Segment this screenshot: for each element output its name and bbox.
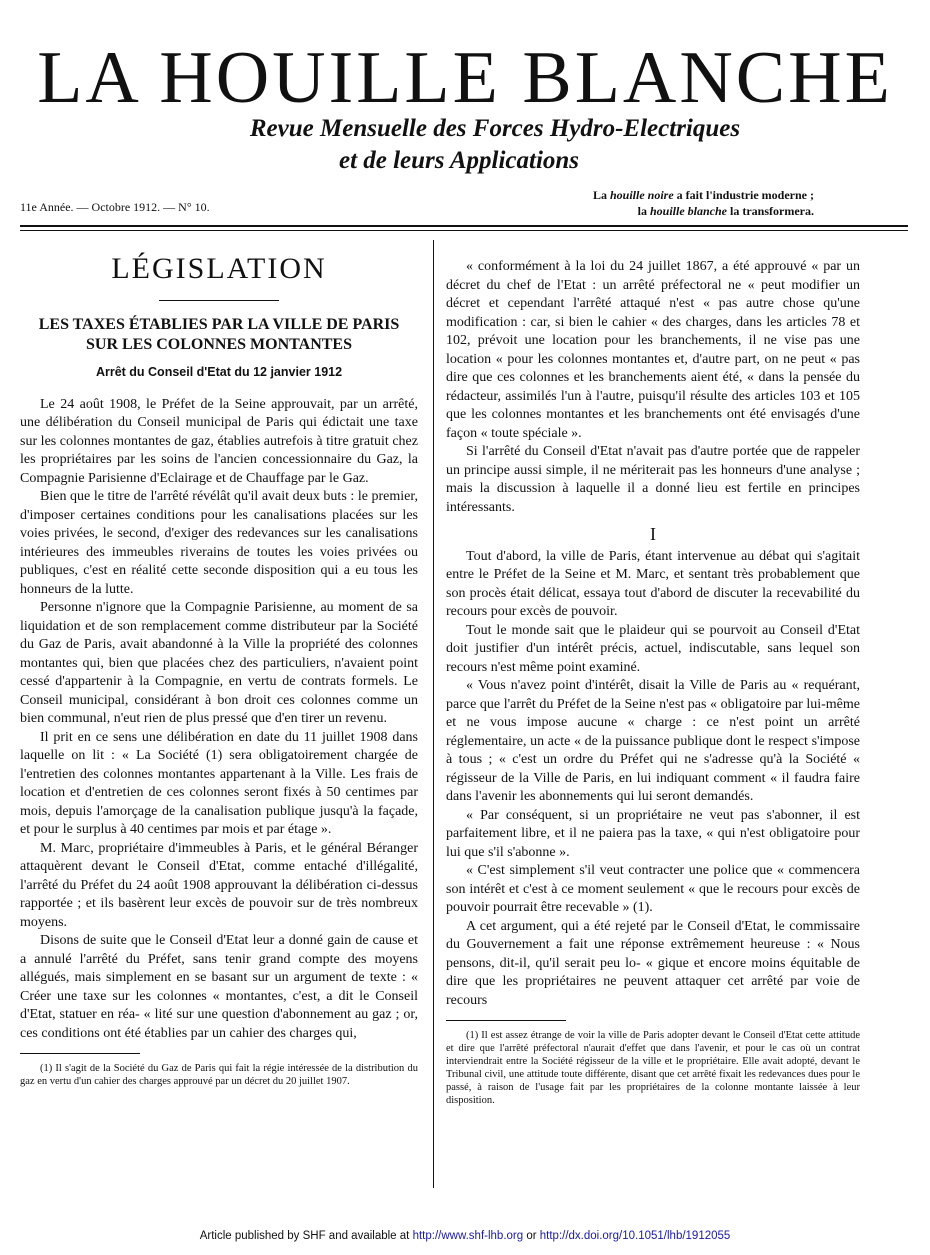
paragraph: A cet argument, qui a été rejeté par le Conseil d'Etat, le commissaire du Gouvernement a fait une réponse extrêmement heureuse : « Nous pensons, dit-il, qu'il serait peu lo- « gique et encore moins équitable de dire que les propriétaires ne peuvent attaquer cet arrêté par voie de recours	[446, 918, 860, 1008]
footer-link-doi[interactable]: http://dx.doi.org/10.1051/lhb/1912055	[539, 1230, 731, 1242]
paragraph: « Vous n'avez point d'intérêt, disait la Ville de Paris au « requérant, parce que l'arrêt du Préfet de la Seine n'est pas « obligatoire par lui-même et ne vous impose aucune « charge : ce n'est point un arrêté réglementaire, un acte « de la puissance publique dont le respect s'impose à tous ; « c'est un ordre du Préfet qui ne s'adresse qu'à la Société « régisseur de la Ville de Paris, en lui indiquant comment « il faudra faire dans l'avenir les abonnements qui lui seront demandés.	[446, 678, 860, 804]
paragraph: Personne n'ignore que la Compagnie Parisienne, au moment de sa liquidation et de son remplacement comme distributeur par la Société du Gaz de Paris, avait abandonné à la Ville la propriété des colonnes montantes qui, bien que placées chez des particuliers, n'avaient point cessé d'appartenir à la Compagnie, en vertu de contrats formels. Le Conseil municipal, considérant à bon droit ces colonnes comme un bien communal, n'eut rien de plus pressé que d'en tirer un revenu.	[20, 600, 418, 726]
article-title-2: SUR LES COLONNES MONTANTES	[86, 336, 352, 353]
article-subtitle: Arrêt du Conseil d'Etat du 12 janvier 1912	[95, 365, 343, 379]
paragraph: Tout le monde sait que le plaideur qui se pourvoit au Conseil d'Etat doit justifier d'un intérêt précis, actuel, indiscutable, sans lequel son recours n'est même point examiné.	[446, 622, 860, 675]
motto-text: la	[637, 204, 650, 218]
motto-text: La	[592, 188, 610, 202]
paragraph: « Par conséquent, si un propriétaire ne veut pas s'abonner, il est parfaitement libre, et il ne paiera pas la taxe, « qui n'est obligatoire pour lui que s'il s'abonne ».	[446, 807, 860, 860]
motto-emphasis: houille noire	[609, 188, 674, 202]
paragraph: « conformément à la loi du 24 juillet 1867, a été approuvé « par un décret du chef de l'Etat : un arrêté préfectoral ne « peut modifier un décret et cependant l'arrêté attaqué n'est « pas autre chose qu'une modification : car, si bien le cahier « des charges, dans les articles 78 et 102, prévoit une location pour les branchements, il ne vise pas une location « pour les colonnes montantes et, d'autre part, on ne peut « pas dire que ces colonnes et les branchements aient été, « dans la pensée du rédacteur, assimilés l'un à l'autre, puisqu'il résulte des articles 103 et 105 que les colonnes montantes et les branchements ont été envisagés d'une façon « toute spéciale ».	[446, 259, 860, 441]
footnote: (1) Il est assez étrange de voir la ville de Paris adopter devant le Conseil d'Etat cette attitude et dire que l'arrêté préfectoral n'aurait d'effet que dans l'avenir, et pour le cas où un contrat interviendrait entre la Société régisseur de la ville et le propriétaire. Elle avait adopté, devant le Tribunal civil, une attitude toute différente, disant que cet arrêté fixait les redevances dues pour le passé, à raison de l'usage fait par les propriétaires de la colonne montante laissée à leur disposition.	[446, 1030, 860, 1106]
motto	[593, 187, 814, 219]
issue-line: 11e Année. — Octobre 1912. — N° 10.	[20, 200, 210, 214]
footnote: (1) Il s'agit de la Société du Gaz de Paris qui fait la régie intéressée de la distribution du gaz en vertu d'un cahier des charges approuvé par un décret du 20 juillet 1907.	[20, 1063, 418, 1087]
footer-link-shf[interactable]: http://www.shf-lhb.org	[412, 1230, 524, 1242]
left-column	[20, 250, 418, 1088]
header-rule	[20, 230, 908, 231]
motto-emphasis: houille blanche	[650, 204, 728, 218]
motto-text: la transformera.	[727, 204, 814, 218]
footer-text: Article published by SHF and available at	[199, 1230, 413, 1242]
paragraph: Tout d'abord, la ville de Paris, étant intervenue au débat qui s'agitait entre le Préfet de la Seine et M. Marc, et sentant très probablement que son procès était délicat, essaya tout d'abord de discuter la recevabilité du recours pour excès de pouvoir.	[446, 548, 860, 619]
footnote-rule	[446, 1020, 566, 1021]
right-column	[446, 258, 860, 1107]
footnote-rule	[20, 1053, 140, 1054]
paragraph: Bien que le titre de l'arrêté révélât qu'il avait deux buts : le premier, d'imposer certaines conditions pour les canalisations placées sur les voies privées, le second, d'exiger des redevances sur les canalisations intérieures des immeubles riverains de toutes les voies privées ou publiques, c'est en réalité cette seconde disposition qui a eu tous les honneurs de la lutte.	[20, 489, 418, 597]
footer	[0, 1230, 930, 1242]
footer-text: or	[523, 1230, 540, 1242]
section-heading: LÉGISLATION	[111, 252, 327, 285]
header-rule	[20, 225, 908, 227]
masthead: LA HOUILLE BLANCHE	[37, 37, 893, 119]
subtitle-line-2: et de leurs Applications	[338, 147, 580, 174]
paragraph: M. Marc, propriétaire d'immeubles à Paris, et le général Béranger attaquèrent devant le Conseil d'Etat, comme entaché d'illégalité, l'arrêté du Préfet du 24 août 1908 approuvant la délibération ci-dessus rapportée ; et ils basèrent leur excès de pouvoir sur de très nombreux moyens.	[20, 840, 418, 930]
article-title-1: LES TAXES ÉTABLIES PAR LA VILLE DE PARIS	[38, 316, 400, 333]
subtitle-line-1: Revue Mensuelle des Forces Hydro-Electriques	[249, 115, 741, 142]
section-numeral: I	[650, 524, 656, 544]
section-rule	[159, 300, 279, 301]
paragraph: Il prit en ce sens une délibération en date du 11 juillet 1908 dans laquelle on lit : « La Société (1) sera obligatoirement chargée de l'entretien des colonnes montantes appartenant à la Ville. Les frais de location et d'entretien de ces colonnes seront fixés à 50 centimes par mois, depuis l'amorçage de la canalisation publique jusqu'à la façade, et pour le surplus à 40 centimes par mois et par étage ».	[20, 729, 418, 837]
paragraph: Disons de suite que le Conseil d'Etat leur a donné gain de cause et a annulé l'arrêté du Préfet, sans tenir grand compte des moyens allégués, mais simplement en se basant sur un argument de texte : « Créer une taxe sur les colonnes « montantes, c'est, a dit le Conseil d'Etat, statuer en réa- « lité sur une question d'abonnement au gaz ; or, ces conditions ont été établies par un cahier des charges qui,	[20, 933, 418, 1041]
paragraph: Si l'arrêté du Conseil d'Etat n'avait pas d'autre portée que de rappeler un principe aussi simple, il ne mériterait pas les honneurs d'une analyse ; mais la discussion à laquelle il a donné lieu est fertile en principes intéressants.	[446, 444, 860, 515]
paragraph: Le 24 août 1908, le Préfet de la Seine approuvait, par un arrêté, une délibération du Conseil municipal de Paris qui édictait une taxe sur les colonnes montantes de gaz, établies autrefois à titre gratuit chez les propriétaires par les soins de l'ancien concessionnaire du Gaz, la Compagnie Parisienne d'Eclairage et de Chauffage par le Gaz.	[20, 396, 418, 486]
paragraph: « C'est simplement s'il veut contracter une police que « commencera son intérêt et c'est à ce moment seulement « que le recours pour excès de pouvoir pourrait être recevable » (1).	[446, 863, 860, 915]
column-divider	[433, 240, 434, 1188]
motto-text: a fait l'industrie moderne ;	[673, 188, 814, 202]
